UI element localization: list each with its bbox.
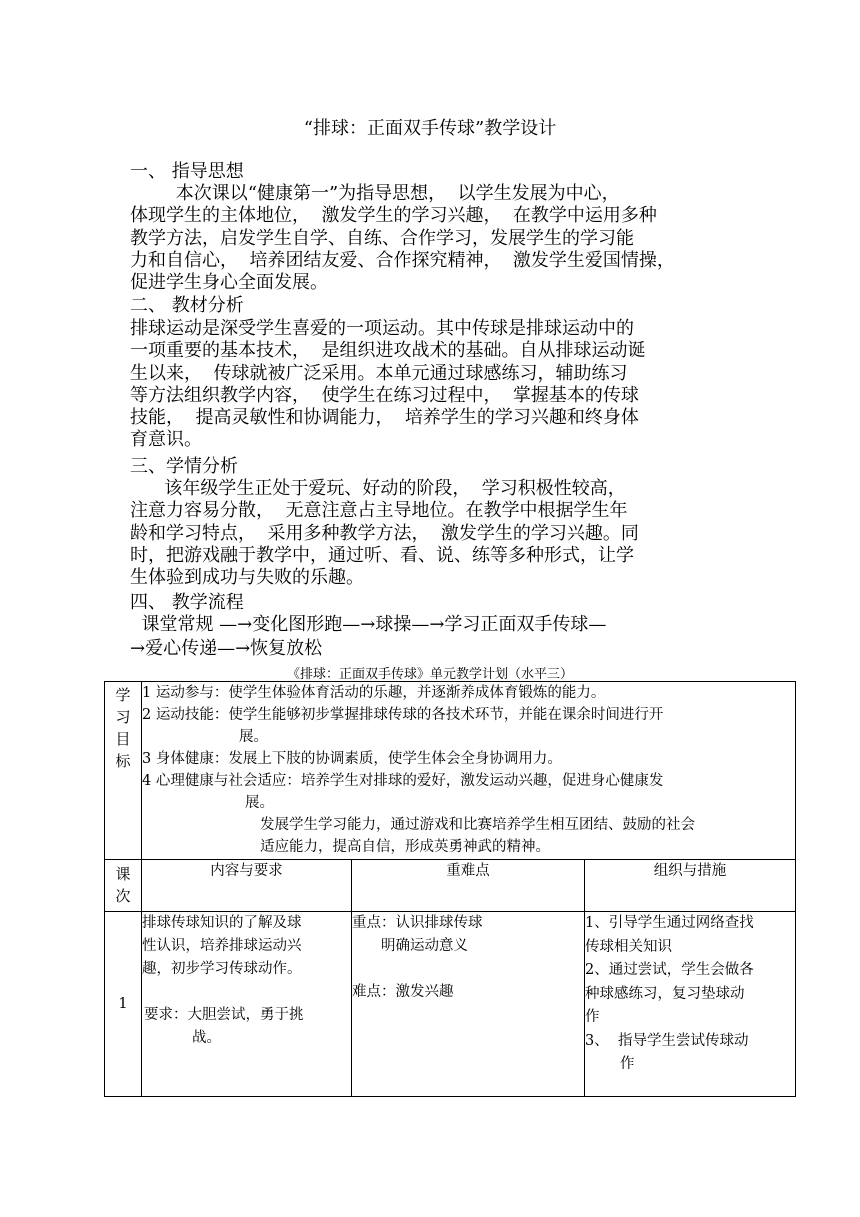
header-content: 内容与要求 <box>142 860 352 912</box>
text-line: 技能， 提高灵敏性和协调能力， 培养学生的学习兴趣和终身体 <box>130 407 639 429</box>
objective-item: 1 运动参与：使学生体验体育活动的乐趣，并逐渐养成体育锻炼的能力。 <box>142 685 606 701</box>
objective-label-char: 习 <box>115 708 131 726</box>
text-line: 一项重要的基本技术， 是组织进攻战术的基础。自从排球运动诞 <box>130 340 646 362</box>
objective-label-cell <box>105 682 142 860</box>
section-body-3 <box>130 478 730 589</box>
document-title: “排球：正面双手传球”教学设计 <box>303 118 557 139</box>
header-lesson-cell <box>105 860 142 912</box>
text-line: 教学方法，启发学生自学、自练、合作学习，发展学生的学习能 <box>130 227 634 249</box>
text-line: 该年级学生正处于爱玩、好动的阶段， 学习积极性较高， <box>130 478 626 499</box>
org-line: 传球相关知识 <box>585 938 672 955</box>
key-point-line: 重点：认识排球传球 <box>352 915 483 931</box>
flow-line: →爱心传递—→恢复放松 <box>130 638 323 659</box>
table-caption: 《排球：正面双手传球》单元教学计划（水平三） <box>286 667 573 682</box>
text-line: 时，把游戏融于教学中，通过听、看、说、练等多种形式，让学 <box>130 544 634 566</box>
org-line: 种球感练习，复习垫球动 <box>585 985 745 1002</box>
key-point-line: 明确运动意义 <box>381 938 468 954</box>
text-line: 龄和学习特点， 采用多种教学方法， 激发学生的学习兴趣。同 <box>130 522 639 544</box>
flow-line: 课堂常规 —→变化图形跑—→球操—→学习正面双手传球— <box>130 614 607 635</box>
lesson-number: 1 <box>105 912 142 1097</box>
content-line: 排球传球知识的了解及球 <box>142 915 302 931</box>
section-body-2 <box>130 318 730 452</box>
objective-item: 发展学生学习能力，通过游戏和比赛培养学生相互团结、鼓励的社会 <box>260 817 695 833</box>
section-heading-1: 一、 指导思想 <box>130 161 244 182</box>
org-line: 2、通过尝试，学生会做各 <box>585 962 754 978</box>
objectives-cell <box>142 682 796 860</box>
objective-label-char: 目 <box>115 730 131 748</box>
text-line: 注意力容易分散， 无意注意占主导地位。在教学中根据学生年 <box>130 500 628 522</box>
requirement-line: 战。 <box>192 1030 221 1046</box>
text-line: 等方法组织教学内容， 使学生在练习过程中， 掌握基本的传球 <box>130 384 639 406</box>
header-lesson-char: 课 <box>115 865 131 883</box>
org-line: 作 <box>620 1056 635 1072</box>
text-line: 促进学生身心全面发展。 <box>130 272 328 294</box>
content-cell <box>142 912 352 1097</box>
header-lesson-char: 次 <box>115 887 131 905</box>
header-key-points: 重难点 <box>352 860 585 912</box>
objective-label-char: 学 <box>115 686 131 704</box>
unit-plan-table <box>104 681 796 1097</box>
text-line: 排球运动是深受学生喜爱的一项运动。其中传球是排球运动中的 <box>130 318 634 339</box>
content-line: 趣，初步学习传球动作。 <box>142 961 302 977</box>
key-points-cell <box>352 912 585 1097</box>
content-line: 性认识，培养排球运动兴 <box>142 938 302 954</box>
text-line: 力和自信心， 培养团结友爱、合作探究精神， 激发学生爱国情操， <box>130 249 675 271</box>
org-line: 3、 指导学生尝试传球动 <box>585 1032 749 1049</box>
section-heading-2: 二、 教材分析 <box>130 295 244 316</box>
teaching-flow <box>130 613 740 661</box>
table-row <box>105 912 796 1097</box>
text-line: 生体验到成功与失败的乐趣。 <box>130 567 364 589</box>
objective-item: 4 心理健康与社会适应：培养学生对排球的爱好，激发运动兴趣，促进身心健康发 <box>142 773 664 789</box>
objective-item-continued: 适应能力，提高自信，形成英勇神武的精神。 <box>260 839 550 855</box>
organization-cell <box>585 912 796 1097</box>
requirement-line: 要求：大胆尝试，勇于挑 <box>144 1007 304 1023</box>
objective-item: 2 运动技能：使学生能够初步掌握排球传球的各技术环节，并能在课余时间进行开 <box>142 707 664 723</box>
difficulty-line: 难点：激发兴趣 <box>352 984 454 1000</box>
section-heading-4: 四、 教学流程 <box>130 592 244 613</box>
objective-item-continued: 展。 <box>245 795 274 811</box>
header-organization: 组织与措施 <box>585 860 796 912</box>
section-body-1 <box>130 183 730 294</box>
section-heading-3: 三、学情分析 <box>130 456 238 477</box>
org-line: 1、引导学生通过网络查找 <box>585 915 754 931</box>
objective-item-continued: 展。 <box>239 729 268 745</box>
org-line: 作 <box>585 1009 600 1025</box>
table-row <box>105 682 796 860</box>
objective-label-char: 标 <box>115 752 131 770</box>
text-line: 本次课以“健康第一”为指导思想， 以学生发展为中心， <box>130 183 620 204</box>
text-line: 体现学生的主体地位， 激发学生的学习兴趣， 在教学中运用多种 <box>130 205 657 227</box>
table-header-row <box>105 860 796 912</box>
objective-item: 3 身体健康：发展上下肢的协调素质，使学生体会全身协调用力。 <box>142 751 562 767</box>
text-line: 育意识。 <box>130 429 202 451</box>
text-line: 生以来， 传球就被广泛采用。本单元通过球感练习，辅助练习 <box>130 362 628 384</box>
